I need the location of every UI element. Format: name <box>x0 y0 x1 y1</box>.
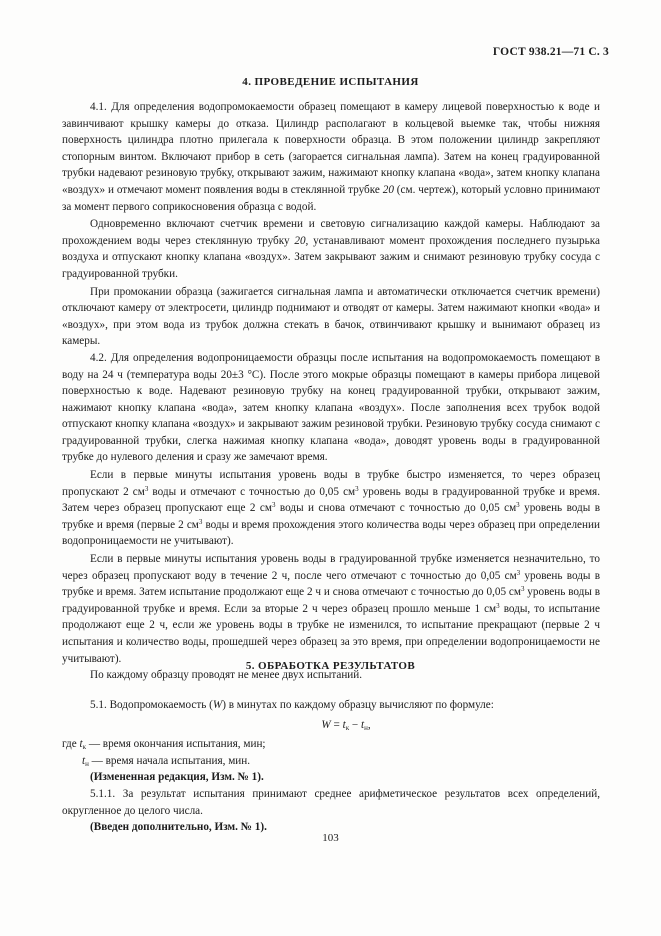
paragraph-4-2-4: По каждому образцу проводят не менее двух испытаний. <box>90 669 363 682</box>
amendment-note-1: (Измененная редакция, Изм. № 1). <box>90 771 264 784</box>
paragraph-5-1: 5.1. Водопромокаемость (W) в минутах по каждому образцу вычисляют по формуле: <box>90 699 494 711</box>
paragraph-4-2: 4.2. Для определения водопроницаемости образцы после испытания на водопромокаемость помещают в воду на 24 ч (температура воды 20±3 °С). После этого мокрые образцы помещают в камеры прибора лицевой поверхностью к воде. Надевают резиновую трубку на конец градуированной трубки, открывают зажим, нажимают кнопку клапана «вода», затем кнопку клапана «воздух». После заполнения всех трубок водой отпускают кнопку клапана «воздух» и закрывают зажим резиновой трубки. Резиновую трубку сосуда снимают с градуированной трубки, слегка нажимая кнопку клапана «вода», доводят уровень воды в градуированной трубке до нулевого деления и сразу же замечают время. <box>62 351 600 464</box>
paragraph-4-2-2: Если в первые минуты испытания уровень воды в трубке быстро изменяется, то через образец пропускают 2 $см^3$ воды и отмечают с точностью до 0,05 $см^3$ уровень воды в градуированной трубке и время. Затем через образец пропускают еще 2 $см^3$ воды и снова отмечают с точностью до 0,05 $см^3$ уровень воды в трубке и время (первые 2 $см^3$ воды и время прохождения этого количества воды через образец при определении водопроницаемости не учитывают). <box>62 469 601 548</box>
paragraph-4-1: 4.1. Для определения водопромокаемости образец помещают в камеру лицевой поверхностью к воде и завинчивают крышку камеры до отказа. Цилиндр располагают в кольцевой выемке так, чтобы нижняя поверхность цилиндра плотно прилегала к поверхности образца. В этом положении цилиндр закрепляют стопорным винтом. Включают прибор в сеть (загорается сигнальная лампа). Затем на конец градуированной трубки надевают резиновую трубку, открывают зажим, нажимают кнопку клапана «вода», затем кнопку клапана «воздух» и отмечают момент появления воды в стеклянной трубке 20 (см. чертеж), который условно принимают за момент первого соприкосновения образца с водой. <box>62 101 600 213</box>
section-4-body <box>62 99 600 684</box>
section-5-body <box>62 697 600 836</box>
section-4-heading: 4. ПРОВЕДЕНИЕ ИСПЫТАНИЯ <box>242 76 419 88</box>
section-5-heading: 5. ОБРАБОТКА РЕЗУЛЬТАТОВ <box>245 660 416 672</box>
page-number: 103 <box>322 832 339 844</box>
page-header: ГОСТ 938.21—71 С. 3 <box>492 46 609 58</box>
formula-legend-end: где $t_к$ — время окончания испытания, мин; <box>62 738 266 752</box>
formula-legend-start: $t_н$ — время начала испытания, мин. <box>82 754 251 768</box>
paragraph-4-1-2: Одновременно включают счетчик времени и световую сигнализацию каждой камеры. Наблюдают за прохождением воды через стеклянную трубку 20, устанавливают момент прохождения последнего пузырька воздуха и отпускают кнопку клапана «воздух». Затем закрывают зажим и снимают резиновую трубку сосуда с градуированной трубки. <box>62 218 600 280</box>
paragraph-4-1-3: При промокании образца (зажигается сигнальная лампа и автоматически отключается счетчик времени) отключают камеру от электросети, цилиндр поднимают и отводят от камеры. Затем нажимают кнопки «вода» и «воздух», при этом вода из трубок должна стекать в бачок, отвинчивают крышку и вынимают образец из камеры. <box>62 285 600 348</box>
paragraph-4-2-3: Если в первые минуты испытания уровень воды в градуированной трубке изменяется незначительно, то через образец пропускают воду в течение 2 ч, после чего отмечают с точностью до 0,05 $см^3$ уровень воды в трубке и время. Затем испытание продолжают еще 2 ч и снова отмечают с точностью до 0,05 $см^3$ уровень воды в градуированной трубке и время. Если за вторые 2 ч через образец прошло меньше 1 $см^3$ воды, то испытание продолжают еще 2 ч, если же уровень воды в трубке не изменился, то испытание прекращают (первые 2 ч испытания и количество воды, прошедшей через образец за это время, при определении водопроницаемости не учитывают). <box>62 553 601 665</box>
formula: $W = t_к - t_н$, <box>321 718 371 732</box>
amendment-note-2: (Введен дополнительно, Изм. № 1). <box>90 821 267 834</box>
paragraph-5-1-1: 5.1.1. За результат испытания принимают среднее арифметическое результатов всех определений, округленное до целого числа. <box>62 787 600 817</box>
